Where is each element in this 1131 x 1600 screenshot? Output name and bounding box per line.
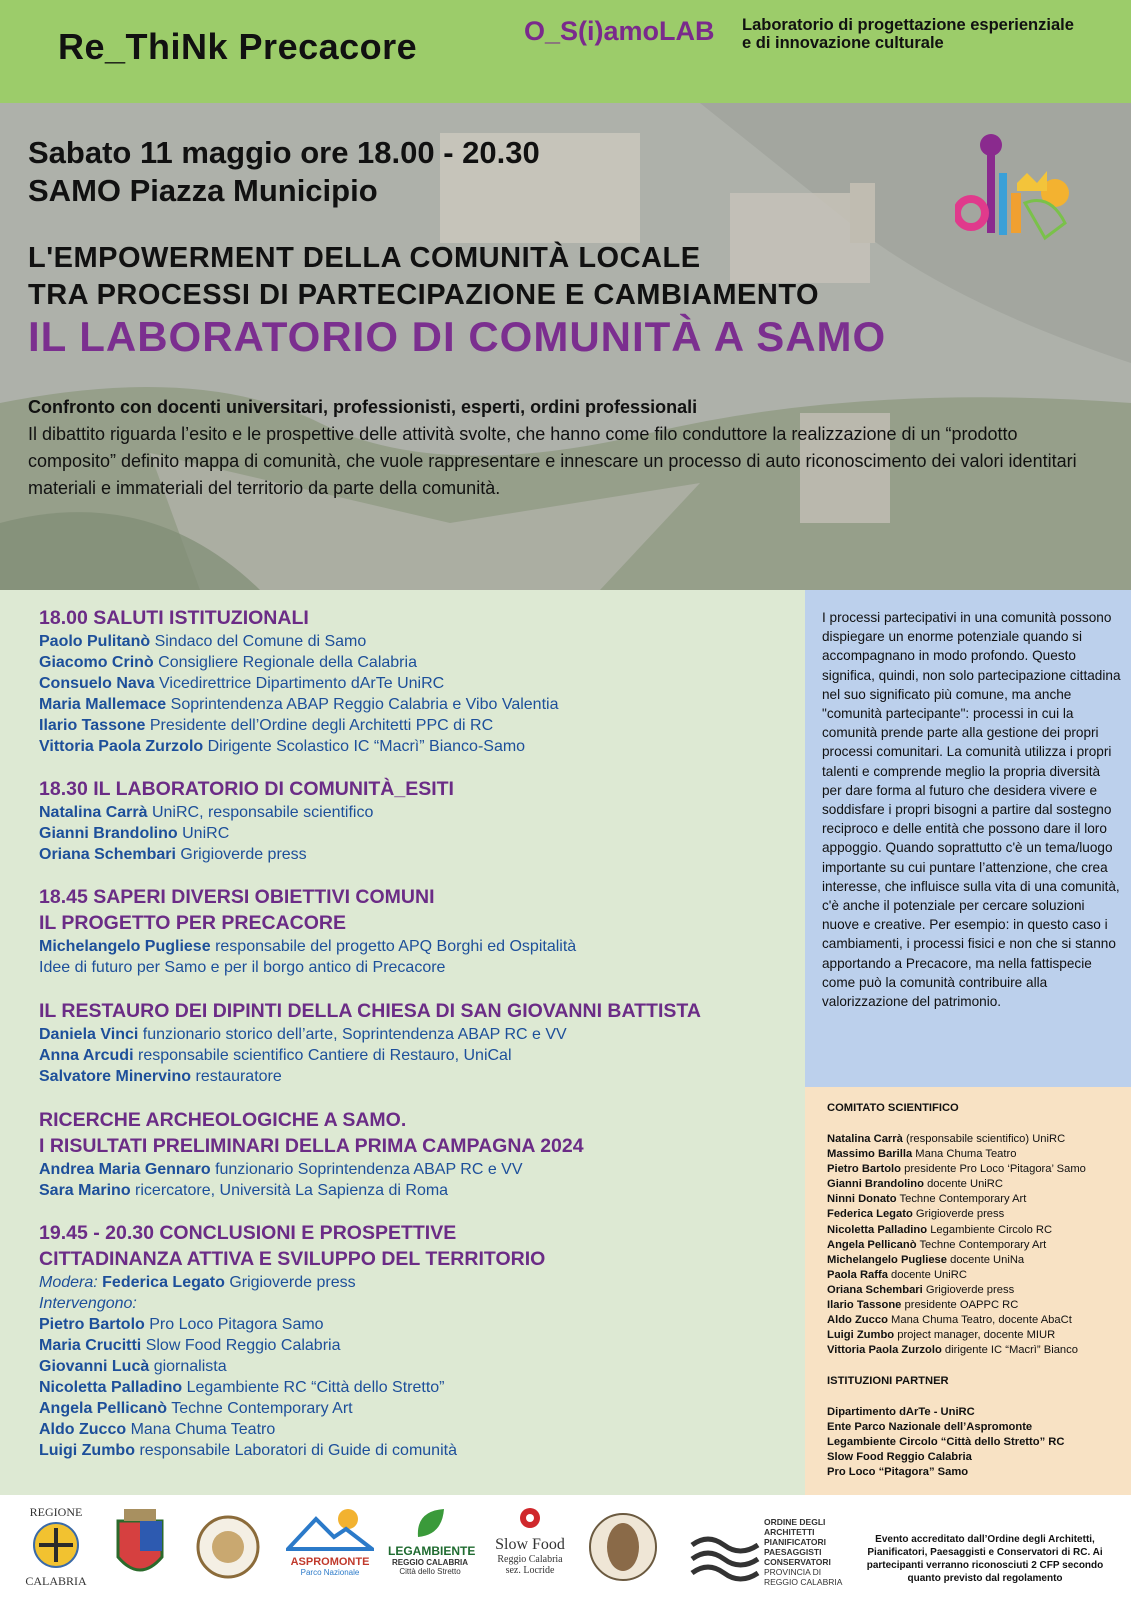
- speaker-line: Pietro Bartolo Pro Loco Pitagora Samo: [39, 1316, 324, 1333]
- program-section: [39, 884, 799, 978]
- section-title: 18.30 IL LABORATORIO DI COMUNITÀ_ESITI: [39, 778, 454, 800]
- speaker-line: Daniela Vinci funzionario storico dell’arte, Soprintendenza ABAP RC e VV: [39, 1026, 567, 1043]
- legambiente-leaf-icon: [410, 1505, 450, 1541]
- program-section: [39, 776, 799, 865]
- speaker-line: Nicoletta Palladino Legambiente RC “Città dello Stretto”: [39, 1379, 445, 1396]
- program-panel: [0, 590, 805, 1495]
- section-title: 19.45 - 20.30 CONCLUSIONI E PROSPETTIVE: [39, 1222, 457, 1244]
- slowfood-logo: Slow Food Reggio Calabria sez. Locride: [488, 1505, 572, 1576]
- confronto-line: Confronto con docenti universitari, professionisti, esperti, ordini professionali: [28, 397, 698, 417]
- proloco-pitagora-seal-icon: [588, 1509, 658, 1585]
- speaker-line: Consuelo Nava Vicedirettrice Dipartimento dArTe UniRC: [39, 675, 445, 692]
- ordine-architetti-text: ORDINE DEGLI ARCHITETTI PIANIFICATORI PAESAGGISTI CONSERVATORI PROVINCIA DI REGGIO CALABRIA: [764, 1517, 843, 1587]
- header-bar: [0, 0, 1131, 103]
- committee-member: Federica Legato Grigioverde press: [827, 1208, 1005, 1221]
- comune-samo-crest-icon: [110, 1507, 170, 1587]
- hero-section: [0, 103, 1131, 590]
- committee-member: Luigi Zumbo project manager, docente MIUR: [827, 1329, 1056, 1342]
- speaker-line: Michelangelo Pugliese responsabile del progetto APQ Borghi ed Ospitalità: [39, 938, 577, 955]
- speakers-label: Intervengono:: [39, 1295, 137, 1312]
- committee-title: COMITATO SCIENTIFICO: [827, 1102, 959, 1114]
- event-place: SAMO Piazza Municipio: [28, 173, 378, 208]
- moderator-line: Modera: Federica Legato Grigioverde press: [39, 1274, 356, 1291]
- section-title: I RISULTATI PRELIMINARI DELLA PRIMA CAMPAGNA 2024: [39, 1135, 584, 1157]
- speaker-line: Salvatore Minervino restauratore: [39, 1068, 282, 1085]
- speaker-line: Maria Mallemace Soprintendenza ABAP Reggio Calabria e Vibo Valentia: [39, 696, 559, 713]
- partner-item: Ente Parco Nazionale dell’Aspromonte: [827, 1421, 1033, 1434]
- footer-logos: [0, 1495, 1131, 1600]
- partner-item: Slow Food Reggio Calabria: [827, 1451, 972, 1464]
- program-section: [39, 998, 799, 1087]
- partners-title: ISTITUZIONI PARTNER: [827, 1375, 949, 1387]
- speaker-line: Giovanni Lucà giornalista: [39, 1358, 227, 1375]
- committee-member: Vittoria Paola Zurzolo dirigente IC “Macrì” Bianco: [827, 1344, 1078, 1357]
- speaker-line: Aldo Zucco Mana Chuma Teatro: [39, 1421, 276, 1438]
- committee-member: Paola Raffa docente UniRC: [827, 1268, 967, 1281]
- partner-item: Pro Loco “Pitagora” Samo: [827, 1466, 969, 1479]
- section-title: RICERCHE ARCHEOLOGICHE A SAMO.: [39, 1109, 407, 1131]
- speaker-line: Luigi Zumbo responsabile Laboratori di Guide di comunità: [39, 1442, 457, 1459]
- committee-member: Gianni Brandolino docente UniRC: [827, 1178, 1003, 1191]
- committee-list: [827, 1132, 1127, 1358]
- speaker-line: Idee di futuro per Samo e per il borgo antico di Precacore: [39, 959, 446, 976]
- speaker-line: Angela Pellicanò Techne Contemporary Art: [39, 1400, 353, 1417]
- program-section: [39, 1107, 799, 1201]
- committee-member: Ninni Donato Techne Contemporary Art: [827, 1193, 1027, 1206]
- speaker-line: Paolo Pulitanò Sindaco del Comune di Samo: [39, 633, 367, 650]
- committee-member: Aldo Zucco Mana Chuma Teatro, docente AbaCt: [827, 1314, 1072, 1327]
- speaker-line: Maria Crucitti Slow Food Reggio Calabria: [39, 1337, 341, 1354]
- lab-desc-line: Laboratorio di progettazione esperienziale: [742, 16, 1074, 34]
- section-title: IL RESTAURO DEI DIPINTI DELLA CHIESA DI SAN GIOVANNI BATTISTA: [39, 1000, 701, 1022]
- committee-member: Angela Pellicanò Techne Contemporary Art: [827, 1238, 1047, 1251]
- speaker-line: Ilario Tassone Presidente dell’Ordine degli Architetti PPC di RC: [39, 717, 494, 734]
- osiamolab-logo: [955, 133, 1095, 248]
- partner-item: Dipartimento dArTe - UniRC: [827, 1406, 975, 1418]
- aspromonte-mountain-icon: [286, 1505, 374, 1553]
- ordine-architetti-waves-icon: [690, 1525, 760, 1585]
- committee-box: [805, 1087, 1131, 1495]
- headline-2: TRA PROCESSI DI PARTECIPAZIONE E CAMBIAMENTO: [28, 279, 820, 311]
- participation-box: [805, 590, 1131, 1087]
- committee-member: Pietro Bartolo presidente Pro Loco ‘Pitagora’ Samo: [827, 1163, 1086, 1176]
- program-section: [39, 605, 799, 757]
- event-date: Sabato 11 maggio ore 18.00 - 20.30: [28, 135, 540, 170]
- section-title: CITTADINANZA ATTIVA E SVILUPPO DEL TERRITORIO: [39, 1248, 546, 1270]
- event-title: Re_ThiNk Precacore: [58, 26, 418, 67]
- accreditation-note: Evento accreditato dall’Ordine degli Architetti, Pianificatori, Paesaggisti e Conservatori di RC. Ai partecipanti verranno riconosciuti 2 CFP secondo quanto previsto dal regolamento: [866, 1534, 1104, 1584]
- speaker-line: Anna Arcudi responsabile scientifico Cantiere di Restauro, UniCal: [39, 1047, 512, 1064]
- snail-icon: [515, 1505, 545, 1531]
- section-title: 18.45 SAPERI DIVERSI OBIETTIVI COMUNI: [39, 886, 435, 908]
- speaker-line: Natalina Carrà UniRC, responsabile scientifico: [39, 804, 374, 821]
- section-title: 18.00 SALUTI ISTITUZIONALI: [39, 607, 309, 629]
- aspromonte-logo: ASPROMONTE Parco Nazionale: [284, 1505, 376, 1577]
- committee-member: Massimo Barilla Mana Chuma Teatro: [827, 1148, 1017, 1161]
- partners-list: [827, 1405, 1127, 1480]
- committee-member: Natalina Carrà (responsabile scientifico) UniRC: [827, 1133, 1066, 1145]
- event-description: Il dibattito riguarda l’esito e le prospettive delle attività svolte, che hanno come filo conduttore la realizzazione di un “prodotto composito” definito mappa di comunità, che vuole rappresentare e innescare un processo di auto riconoscimento dei valori identitari materiali e immateriali del territorio da parte della comunità.: [28, 424, 1077, 498]
- lab-desc-line: e di innovazione culturale: [742, 34, 944, 52]
- headline-1: L'EMPOWERMENT DELLA COMUNITÀ LOCALE: [28, 242, 701, 274]
- lab-name: O_S(i)amoLAB: [524, 16, 715, 46]
- universita-mediterranea-seal-icon: [195, 1507, 261, 1587]
- committee-member: Nicoletta Palladino Legambiente Circolo RC: [827, 1223, 1053, 1236]
- speaker-line: Gianni Brandolino UniRC: [39, 825, 230, 842]
- committee-member: Michelangelo Pugliese docente UniNa: [827, 1253, 1025, 1266]
- lab-description: [742, 16, 1074, 52]
- section-title: IL PROGETTO PER PRECACORE: [39, 912, 346, 934]
- committee-member: Oriana Schembari Grigioverde press: [827, 1283, 1015, 1296]
- speaker-line: Vittoria Paola Zurzolo Dirigente Scolastico IC “Macrì” Bianco-Samo: [39, 738, 526, 755]
- partner-item: Legambiente Circolo “Città dello Stretto” RC: [827, 1436, 1065, 1449]
- headline-3: IL LABORATORIO DI COMUNITÀ A SAMO: [28, 313, 887, 360]
- speaker-line: Oriana Schembari Grigioverde press: [39, 846, 307, 863]
- speaker-line: Sara Marino ricercatore, Università La Sapienza di Roma: [39, 1182, 449, 1199]
- regione-shield-icon: [31, 1520, 81, 1570]
- regione-calabria-logo: REGIONE CALABRIA: [25, 1505, 87, 1588]
- speaker-line: Giacomo Crinò Consigliere Regionale della Calabria: [39, 654, 417, 671]
- speaker-line: Andrea Maria Gennaro funzionario Soprintendenza ABAP RC e VV: [39, 1161, 523, 1178]
- program-section: [39, 1220, 799, 1461]
- legambiente-logo: LEGAMBIENTE REGGIO CALABRIA Città dello Stretto: [388, 1505, 472, 1576]
- participation-text: I processi partecipativi in una comunità possono dispiegare un enorme potenziale quando si accompagnano in modo profondo. Questo significa, quindi, non solo partecipazione cittadina nel suo significato più comune, ma anche "comunità partecipante": processi in cui la comunità prende parte alla gestione dei propri processi comunitari. La comunità utilizza i propri talenti e comprende meglio la propria diversità per dare forma al futuro che desidera vivere e soddisfare i propri bisogni a partire dal sostegno reciproco e delle entità che possono dare il loro appoggio. Quando soprattutto c'è un tema/luogo importante su cui puntare l’attenzione, che crea interesse, che influisce sulla vita di una comunità, c'è anche il potenziale per cercare soluzioni nuove e creative. Per esempio: in questo caso i cambiamenti, i processi fisici e non che si stanno apportando a Precacore, ma nella fattispecie come può la comunità contribuire alla valorizzazione del patrimonio.: [822, 610, 1121, 1010]
- committee-member: Ilario Tassone presidente OAPPC RC: [827, 1299, 1019, 1312]
